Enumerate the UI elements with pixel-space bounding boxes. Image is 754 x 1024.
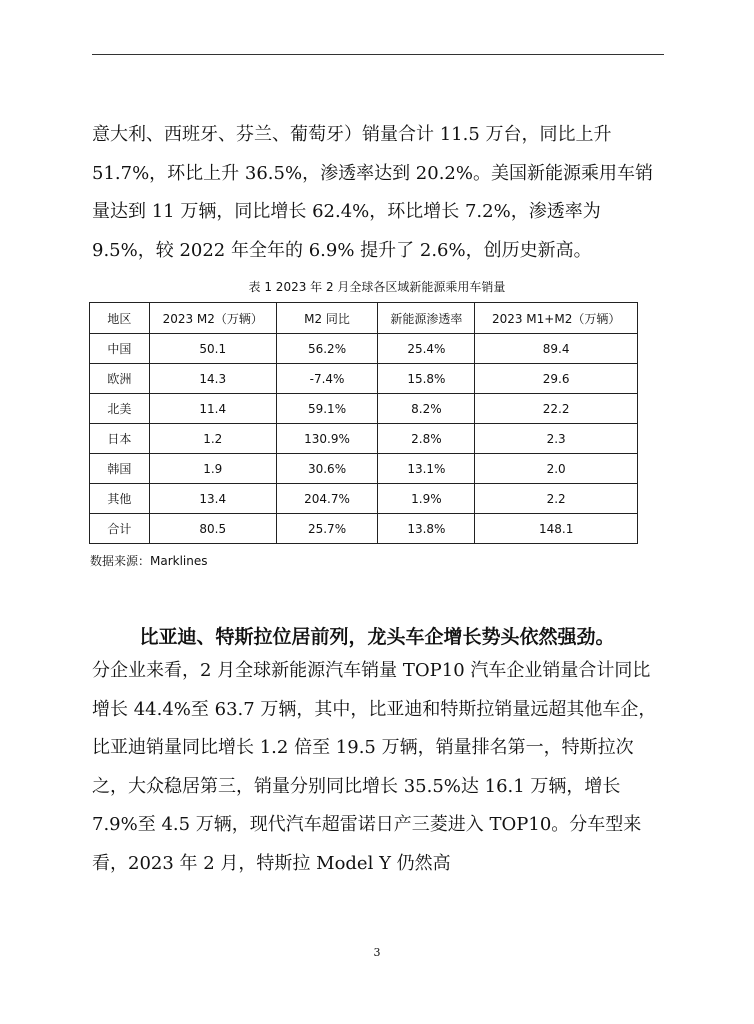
table-row-total — [90, 514, 638, 544]
table-cell: 13.4 — [149, 484, 276, 514]
table-cell: 22.2 — [475, 394, 638, 424]
table-cell: 25.4% — [378, 334, 475, 364]
table-cell: 中国 — [90, 334, 150, 364]
table-cell: 80.5 — [149, 514, 276, 544]
table-cell: 韩国 — [90, 454, 150, 484]
table-cell: 13.1% — [378, 454, 475, 484]
table-row — [90, 424, 638, 454]
table-cell: -7.4% — [276, 364, 378, 394]
table-cell: 北美 — [90, 394, 150, 424]
section-heading: 比亚迪、特斯拉位居前列，龙头车企增长势头依然强劲。 — [139, 626, 615, 648]
table-cell: 14.3 — [149, 364, 276, 394]
table-cell: 1.9% — [378, 484, 475, 514]
table-cell: 25.7% — [276, 514, 378, 544]
table-cell: 204.7% — [276, 484, 378, 514]
table-cell: 11.4 — [149, 394, 276, 424]
table-cell: 8.2% — [378, 394, 475, 424]
table-cell: 2.8% — [378, 424, 475, 454]
table-cell: 13.8% — [378, 514, 475, 544]
table-cell: 2.0 — [475, 454, 638, 484]
table-cell: 1.9 — [149, 454, 276, 484]
column-header: 2023 M2（万辆） — [149, 303, 276, 334]
table-cell: 59.1% — [276, 394, 378, 424]
paragraph-2: 分企业来看，2 月全球新能源汽车销量 TOP10 汽车企业销量合计同比增长 44.4%至 63.7 万辆，其中，比亚迪和特斯拉销量远超其他车企，比亚迪销量同比增长 1.2 倍至 19.5 万辆，销量排名第一，特斯拉次之，大众稳居第三，销量分别同比增长 35.5%达 16.1 万辆，增长 7.9%至 4.5 万辆，现代汽车超雷诺日产三菱进入 TOP10。分车型来看，2023 年 2 月，特斯拉 Model Y 仍然高 — [92, 660, 657, 874]
table-cell: 30.6% — [276, 454, 378, 484]
table-cell: 2.2 — [475, 484, 638, 514]
table-caption: 表 1 2023 年 2 月全球各区域新能源乘用车销量 — [248, 280, 506, 294]
paragraph-1: 意大利、西班牙、芬兰、葡萄牙）销量合计 11.5 万台，同比上升 51.7%，环比上升 36.5%，渗透率达到 20.2%。美国新能源乘用车销量达到 11 万辆，同比增长 62.4%，环比增长 7.2%，渗透率为 9.5%，较 2022 年全年的 6.9% 提升了 2.6%，创历史新高。 — [92, 124, 653, 261]
table-row — [90, 364, 638, 394]
column-header: 地区 — [90, 303, 150, 334]
table-cell: 148.1 — [475, 514, 638, 544]
table-source: 数据来源：Marklines — [90, 554, 208, 568]
column-header: 2023 M1+M2（万辆） — [475, 303, 638, 334]
table-cell: 130.9% — [276, 424, 378, 454]
table-cell: 56.2% — [276, 334, 378, 364]
table-cell: 欧洲 — [90, 364, 150, 394]
table-cell: 1.2 — [149, 424, 276, 454]
table-cell: 50.1 — [149, 334, 276, 364]
column-header: 新能源渗透率 — [378, 303, 475, 334]
table-cell: 合计 — [90, 514, 150, 544]
header-rule — [92, 54, 664, 55]
table-cell: 89.4 — [475, 334, 638, 364]
table-cell: 29.6 — [475, 364, 638, 394]
table-header-row — [90, 303, 638, 334]
column-header: M2 同比 — [276, 303, 378, 334]
table-row — [90, 394, 638, 424]
table-cell: 2.3 — [475, 424, 638, 454]
sales-table — [89, 302, 638, 544]
table-row — [90, 454, 638, 484]
table-cell: 其他 — [90, 484, 150, 514]
table-cell: 15.8% — [378, 364, 475, 394]
page-number: 3 — [373, 946, 381, 959]
table-row — [90, 484, 638, 514]
table-row — [90, 334, 638, 364]
table-cell: 日本 — [90, 424, 150, 454]
